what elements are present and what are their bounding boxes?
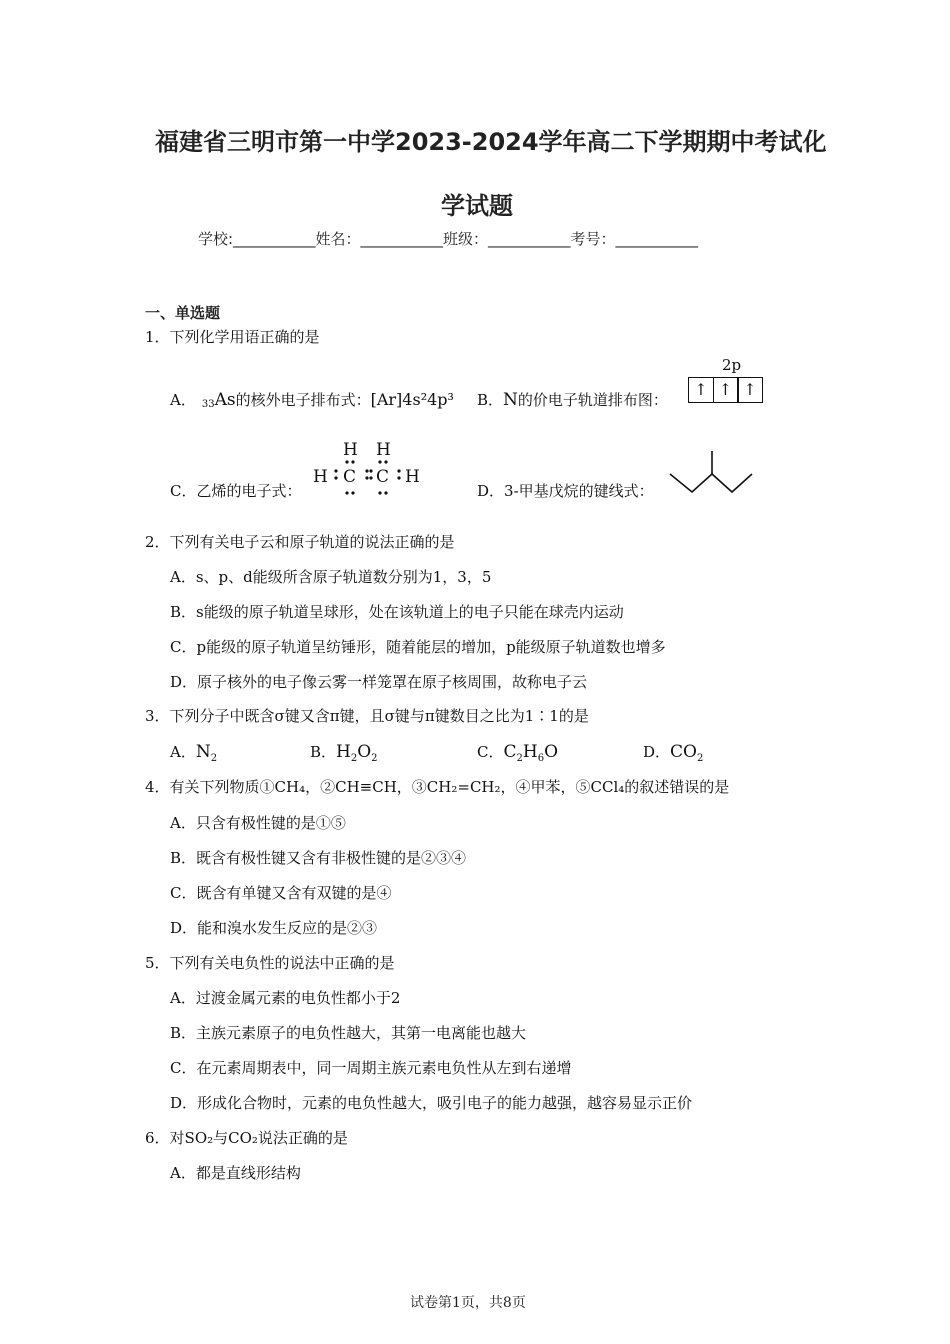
question-5-option-d: D．形成化合物时，元素的电负性越大，吸引电子的能力越强，越容易显示正价: [170, 1094, 693, 1112]
student-info-fields: 学校:___________姓名：___________班级：___________考号：___________: [198, 230, 699, 248]
question-4-option-b: B．既含有极性键又含有非极性键的是②③④: [170, 849, 467, 867]
question-1-stem: 1．下列化学用语正确的是: [145, 328, 320, 346]
atom-c: C: [343, 467, 357, 487]
question-4-option-d: D．能和溴水发生反应的是②③: [170, 919, 378, 937]
atom-c: C: [376, 467, 390, 487]
orbital-box: ↑: [713, 377, 739, 403]
question-6-stem: 6．对SO₂与CO₂说法正确的是: [145, 1129, 348, 1147]
question-6-option-a: A．都是直线形结构: [170, 1164, 301, 1182]
question-2-option-b: B．s能级的原子轨道呈球形，处在该轨道上的电子只能在球壳内运动: [170, 603, 624, 621]
question-2-option-d: D．原子核外的电子像云雾一样笼罩在原子核周围，故称电子云: [170, 673, 588, 691]
question-3-stem: 3．下列分子中既含σ键又含π键，且σ键与π键数目之比为1∶1的是: [145, 707, 589, 725]
atom-h: H: [376, 440, 391, 460]
question-1-option-a: A． 33As的核外电子排布式：[Ar]4s²4p³: [170, 390, 454, 410]
ethylene-electron-formula: [310, 438, 425, 500]
question-5-stem: 5．下列有关电负性的说法中正确的是: [145, 954, 395, 972]
question-2-option-c: C．p能级的原子轨道呈纺锤形，随着能层的增加，p能级原子轨道数也增多: [170, 638, 666, 656]
section-heading: 一、单选题: [145, 304, 221, 322]
question-5-option-b: B．主族元素原子的电负性越大，其第一电离能也越大: [170, 1024, 527, 1042]
question-3-option-c: C．$C_2H_6O$: [477, 742, 559, 764]
orbital-diagram: [688, 377, 763, 403]
skeletal-formula-3-methylpentane: [664, 448, 756, 498]
question-4-stem: 4．有关下列物质①CH₄，②CH≡CH，③CH₂=CH₂，④甲苯，⑤CCl₄的叙述错误的是: [145, 778, 730, 796]
question-5-option-c: C．在元素周期表中，同一周期主族元素电负性从左到右递增: [170, 1059, 572, 1077]
orbital-box: ↑: [688, 377, 714, 403]
atom-h: H: [343, 440, 358, 460]
question-3-option-a: A．$N_2$: [170, 742, 218, 764]
electron-dots: [310, 438, 425, 500]
page-footer: 试卷第1页，共8页: [410, 1295, 526, 1311]
question-2-option-a: A．s、p、d能级所含原子轨道数分别为1，3，5: [170, 568, 492, 586]
question-1-option-c: C．乙烯的电子式：: [170, 482, 302, 500]
question-1-option-b: B．N的价电子轨道排布图：: [477, 390, 668, 410]
atom-h: H: [405, 467, 420, 487]
orbital-label-2p: 2p: [722, 356, 742, 374]
atom-h: H: [313, 467, 328, 487]
question-3-option-b: B．$H_2O_2$: [310, 742, 378, 764]
page-title-line2: 学试题: [441, 192, 513, 220]
question-3-option-d: D．$CO_2$: [643, 742, 704, 764]
page-title-line1: 福建省三明市第一中学2023-2024学年高二下学期期中考试化: [155, 128, 827, 156]
orbital-box: ↑: [737, 377, 763, 403]
question-2-stem: 2．下列有关电子云和原子轨道的说法正确的是: [145, 533, 455, 551]
question-1-option-d: D．3-甲基戊烷的键线式：: [477, 482, 654, 500]
question-4-option-c: C．既含有单键又含有双键的是④: [170, 884, 392, 902]
question-4-option-a: A．只含有极性键的是①⑤: [170, 814, 346, 832]
question-5-option-a: A．过渡金属元素的电负性都小于2: [170, 989, 401, 1007]
